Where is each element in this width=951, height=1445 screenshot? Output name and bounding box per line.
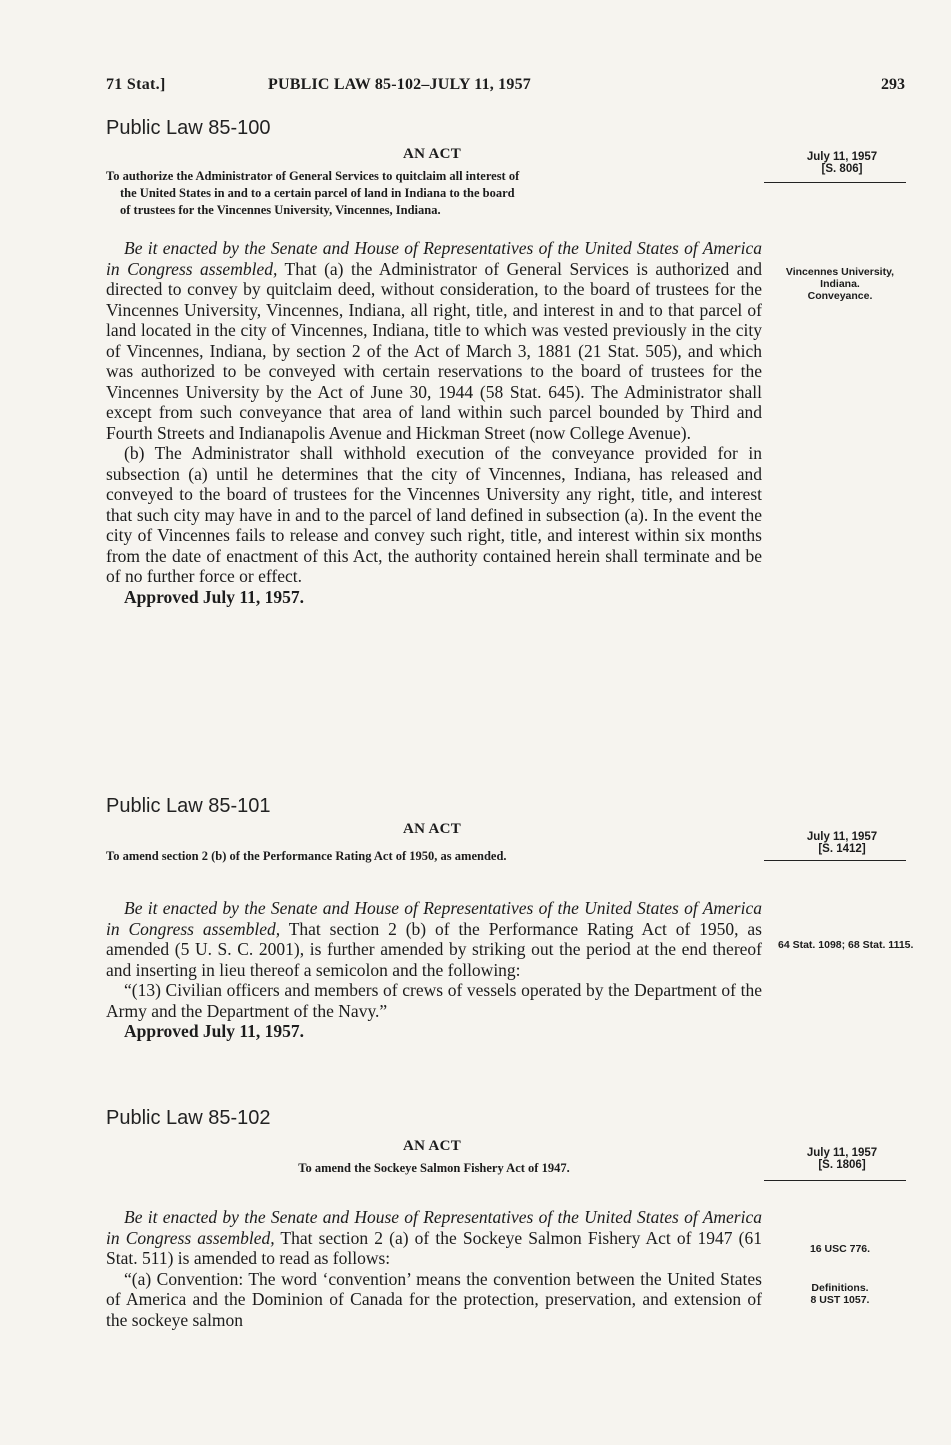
law-title-85-100: Public Law 85-100 [106,117,271,139]
approval-date: July 11, 1957 [806,1147,878,1159]
margin-note-text: Vincennes University, Indiana. [785,266,895,290]
law-title-85-101: Public Law 85-101 [106,795,271,817]
act-purpose-85-100 [106,168,762,219]
sidenote-date-85-102 [778,1147,906,1171]
enacting-paragraph [106,238,762,443]
page-number: 293 [881,76,905,93]
volume-reference: 71 Stat.] [106,76,166,93]
purpose-line: of trustees for the Vincennes University, Vincennes, Indiana. [120,203,441,217]
enacting-clause: Be it enacted by the Senate and House of Representatives of the United States of America in Congress assembled, [106,1207,762,1248]
approval-date: July 11, 1957 [806,831,878,843]
bill-number: [S. 1412] [818,843,866,855]
margin-note-definitions [770,1282,910,1306]
subsection-b: (b) The Administrator shall withhold execution of the conveyance provided for in subsection (a) until he determines that the city of Vincennes, Indiana, has released and conveyed to the board of trustees for the Vincennes University any right, title, and interest that such city may have in and to the parcel of land defined in subsection (a). In the event the city of Vincennes fails to release and convey such right, title, and interest within six months from the date of enactment of this Act, the authority contained herein shall terminate and be of no further force or effect. [106,443,762,586]
act-body-85-100 [106,238,762,607]
running-title: PUBLIC LAW 85-102–JULY 11, 1957 [268,76,531,93]
margin-note-stat: 64 Stat. 1098; 68 Stat. 1115. [778,939,914,951]
act-body-85-101 [106,898,762,1042]
approval-line: Approved July 11, 1957. [124,586,305,607]
sidenote-rule [764,1180,906,1181]
bill-number: [S. 1806] [818,1159,866,1171]
enacting-clause: Be it enacted by the Senate and House of Representatives of the United States of America in Congress assembled, [106,898,762,939]
enacting-paragraph [106,1207,762,1269]
margin-note-text: 8 UST 1057. [810,1294,870,1306]
bill-number: [S. 806] [821,163,863,175]
enacting-clause: Be it enacted by the Senate and House of Representatives of the United States of America in Congress assembled, [106,238,762,279]
amendment-text: That section 2 (b) of the Performance Rating Act of 1950, as amended (5 U. S. C. 2001), is further amended by striking out the period at the end thereof and inserting in lieu thereof a semicolon and the following: [106,918,762,980]
act-purpose-85-101: To amend section 2 (b) of the Performance Rating Act of 1950, as amended. [106,849,507,863]
subsection-a: That (a) the Administrator of General Services is authorized and directed to convey by quitclaim deed, without consideration, to the board of trustees for the Vincennes University, Vincennes, Indiana, all right, title, and interest in and to that parcel of land located in the city of Vincennes, Indiana, title to which was vested previously in the city of Vincennes, Indiana, by section 2 of the Act of March 3, 1881 (21 Stat. 505), and which was authorized to be conveyed with certain reservations to the board of trustees for the Vincennes University by the Act of June 30, 1944 (58 Stat. 645). The Administrator shall except from such conveyance that area of land within such parcel bounded by Third and Fourth Streets and Indianapolis Avenue and Hickman Street (now College Avenue). [106,258,762,443]
act-body-85-102 [106,1207,762,1330]
sidenote-rule [764,860,906,861]
approval-line: Approved July 11, 1957. [124,1021,305,1041]
margin-note-usc: 16 USC 776. [809,1243,871,1255]
margin-note-vincennes [770,266,910,302]
act-label-85-102: AN ACT [402,1138,462,1154]
amendment-text: That section 2 (a) of the Sockeye Salmon Fishery Act of 1947 (61 Stat. 511) is amended to read as follows: [106,1227,763,1268]
definition-text: “(a) Convention: The word ‘convention’ means the convention between the United States of America and the Dominion of Canada for the protection, preservation, and extension of the sockeye salmon [106,1268,762,1330]
margin-note-text: Definitions. [811,1282,869,1294]
act-label-85-100: AN ACT [402,146,462,162]
margin-note-text: Conveyance. [807,290,873,302]
inserted-clause: “(13) Civilian officers and members of crews of vessels operated by the Department of the Army and the Department of the Navy.” [106,980,762,1021]
sidenote-date-85-101 [778,831,906,855]
approval-date: July 11, 1957 [806,151,878,163]
enacting-paragraph [106,898,762,980]
act-label-85-101: AN ACT [402,821,462,837]
sidenote-date-85-100 [778,151,906,175]
sidenote-rule [764,182,906,183]
purpose-line: the United States in and to a certain parcel of land in Indiana to the board [120,186,515,200]
law-title-85-102: Public Law 85-102 [106,1107,271,1129]
act-purpose-85-102: To amend the Sockeye Salmon Fishery Act of 1947. [298,1161,570,1175]
purpose-line: To authorize the Administrator of General Services to quitclaim all interest of [106,169,520,183]
